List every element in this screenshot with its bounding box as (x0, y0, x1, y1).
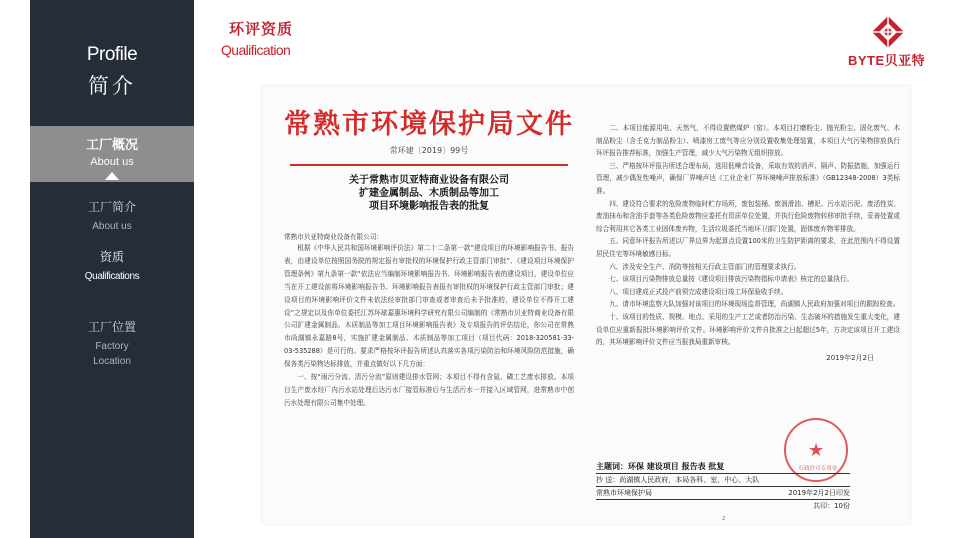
sidebar-item-location[interactable] (30, 318, 194, 369)
issuer: 常熟市环境保护局 (596, 489, 652, 497)
sidebar-item-overview[interactable] (30, 126, 194, 182)
heading-line: 项目环境影响报告表的批复 (369, 201, 489, 212)
body-paragraph: 十、该项目的性质、规模、地点、采用的生产工艺或者防治污染、生态破坏的措施发生重大变化，建设单位应重新报批环境影响评价文件。环境影响评价文件自批准之日起超过5年，方决定该项目开工建设的，其环境影响评价文件应当报我局重新审核。 (596, 312, 900, 347)
footer-rule (596, 473, 850, 474)
issue-date: 2019年2月2日印发 (788, 489, 850, 497)
document-number: 常环建〔2019〕99号 (389, 146, 469, 155)
sidebar-item-label: 工厂概况 (85, 138, 138, 153)
sidebar-item-about[interactable] (30, 198, 194, 234)
cc-text: 尚湖镇人民政府，本局各科、室、中心、大队 (619, 476, 760, 484)
sidebar-item-sublabel: About us (90, 156, 134, 168)
signature-date: 2019年2月2日 (826, 353, 874, 362)
document-title: 常熟市环境保护局文件 (284, 109, 574, 140)
sidebar-item-label: 工厂位置 (87, 320, 136, 334)
heading-line: 关于常熟市贝亚特商业设备有限公司 (349, 175, 509, 186)
footer-rule (596, 486, 850, 487)
approval-document-image (262, 86, 910, 524)
seal-text: 行政许可专用章 (798, 466, 838, 472)
body-paragraph: 根据《中华人民共和国环境影响评价法》第二十二条第一款“建设项目的环境影响报告书、报告表，由建设单位按照国务院的规定报有审批权的环境保护行政主管部门审批”、《建设项目环境保护管理条例》第九条第一款“依法应当编制环境影响报告书、环境影响报告表的建设项目，建设单位应当在开工建设前将环境影响报告书、环境影响报告表报有审批权的环境保护行政主管部门审批；建设项目的环境影响评价文件未依法经审批部门审查或者审查后未予批准的，建设单位不得开工建设”之规定以及你单位委托江苏环球嘉惠环境科学研究有限公司编制的《常熟市贝亚特商业设备有限公司扩建金属制品、木质制品等加工项目环境影响报告表》及专项报告的评估结论，你公司在常熟市尚湖镇永嘉路8号，实施扩建金属制品、木质制品等加工项目（项目代码：2018-320581-33-03-535288）是可行的。要求严格按环评报告所述认真落实各项污染防治和环境风险防范措施，确保各类污染物达标排放，并重点做好以下几方面： (284, 244, 574, 369)
sidebar-item-qualifications[interactable] (30, 248, 194, 284)
red-divider (290, 164, 568, 166)
profile-block (30, 44, 194, 100)
profile-title-zh: 简介 (88, 74, 136, 98)
section-title-zh: 环评资质 (229, 20, 294, 38)
body-paragraph: 二、本项目能源用电、天然气，不得设置燃煤炉（窑）。本项目打磨粉尘、抛光粉尘、固化废气、木制品粉尘（含壬克力制品粉尘）、喷漆房工废气等应分别设置收集处理装置，本项目大气污染物排放执行环评报告推荐标准，加强生产管理，减少大气污染物无组织排放。 (596, 124, 900, 158)
document-heading (284, 174, 574, 213)
brand-logo-text: BYTE贝亚特 (848, 53, 926, 68)
section-title-en: Qualification (221, 42, 291, 58)
footer-rule (596, 499, 850, 500)
body-paragraph: 六、涉及安全生产、消防等按相关行政主管部门的管理要求执行。 (609, 262, 801, 271)
sidebar-item-sublabel: Qualifications (84, 271, 140, 282)
sidebar-item-sublabel: Factory (95, 341, 129, 352)
sidebar-item-sublabel-2: Location (93, 356, 131, 367)
topic-words: 环保 建设项目 报告表 批复 (628, 462, 725, 471)
sidebar (30, 0, 194, 538)
body-paragraph: 四、建设符合要求的危险废物临时贮存场所，废包装桶、废润滑油、槽泥、污水站污泥、废活性炭、废油抹布和含油手套等各类危险废物应委托有资质单位处置，并执行危险废物转移审批手续，妥善处置或综合利用其它各类工业固体废弃物，生活垃圾委托当地环卫部门处置，固体废弃物零排放。 (596, 199, 900, 233)
issuer-row (596, 488, 850, 498)
document-recipient: 常熟市贝亚特商业设备有限公司： (284, 233, 383, 241)
copies-count: 共印：10份 (813, 502, 850, 510)
cc-label: 抄 送： (596, 476, 620, 484)
sidebar-item-sublabel: About us (92, 221, 132, 232)
page-number: 2 (722, 516, 726, 522)
sidebar-item-label: 工厂简介 (87, 200, 136, 214)
body-paragraph: 一、按“雨污分流、清污分流”原则建设排水管网；本项目不得有含氮、磷工艺废水排放。本项目生产废水经厂内污水站处理后达污水厂接管标准后与生活污水一并接入区域管网，进常熟市中创污水处理有限公司集中处理。 (284, 373, 574, 407)
topic-words-row (596, 462, 850, 472)
sidebar-item-label: 资质 (99, 250, 124, 264)
document-footer (596, 462, 850, 511)
topic-label: 主题词： (596, 462, 628, 471)
heading-line: 扩建金属制品、木质制品等加工 (359, 188, 499, 199)
cc-row (596, 475, 850, 485)
seal-star-icon: ★ (808, 440, 825, 461)
document-left-page (284, 102, 574, 410)
body-paragraph: 三、严格按环评报告所述合理布局，选用低噪音设备，采取有效的消声、隔声、防振措施，加强运行管理，减少偶发性噪声，确保厂界噪声达《工业企业厂界环境噪声排放标准》（GB12348-2008）3类标准。 (596, 161, 900, 195)
profile-title-en: Profile (86, 44, 138, 65)
body-paragraph: 八、项目建成正式投产前须完成建设项目竣工环保验收手续。 (609, 287, 788, 296)
body-paragraph: 七、该项目污染物排放总量按《建设项目排放污染物指标申请表》核定的总量执行。 (609, 275, 854, 284)
body-paragraph: 九、请市环境监察大队加强对该项目的环境现场监督管理，尚湖镇人民政府加强对项目的跟踪检查。 (609, 300, 900, 309)
document-right-page (596, 122, 900, 363)
active-indicator-icon (105, 172, 119, 180)
body-paragraph: 五、同意环评报告所述以厂界边界为起算点设置100米的卫生防护距离的要求，在此范围内不得设置居民住宅等环境敏感目标。 (596, 237, 900, 258)
document-body (284, 242, 574, 410)
